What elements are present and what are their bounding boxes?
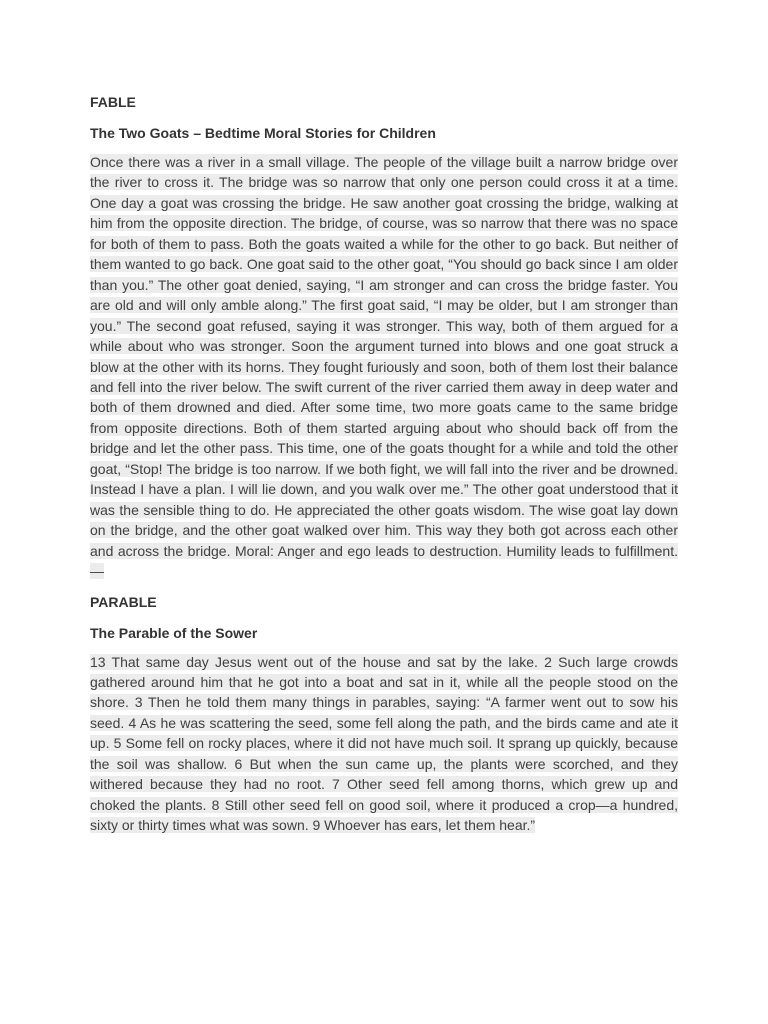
parable-paragraph — [90, 652, 678, 836]
section-title-two-goats: The Two Goats – Bedtime Moral Stories for Children — [90, 125, 436, 141]
section-label-parable: PARABLE — [90, 593, 157, 610]
section-label-fable: FABLE — [90, 94, 136, 110]
fable-paragraph — [90, 152, 678, 582]
document-page — [90, 92, 678, 846]
section-title-parable-of-sower: The Parable of the Sower — [90, 624, 258, 641]
parable-paragraph-text: 13 That same day Jesus went out of the house and sat by the lake. 2 Such large crowds gathered around him that he got into a boat and sat in it, while all the people stood on the shore. 3 Then he told them many things in parables, saying: “A farmer went out to sow his seed. 4 As he was scattering the seed, some fell along the path, and the birds came and ate it up. 5 Some fell on rocky places, where it did not have much soil. It sprang up quickly, because the soil was shallow. 6 But when the sun came up, the plants were scorched, and they withered because they had no root. 7 Other seed fell among thorns, which grew up and choked the plants. 8 Still other seed fell on good soil, where it produced a crop—a hundred, sixty or thirty times what was sown. 9 Whoever has ears, let them hear.” — [90, 653, 678, 834]
fable-paragraph-text: Once there was a river in a small village. The people of the village built a narrow bridge over the river to cross it. The bridge was so narrow that only one person could cross it at a time. One day a goat was crossing the bridge. He saw another goat crossing the bridge, walking at him from the opposite direction. The bridge, of course, was so narrow that there was no space for both of them to pass. Both the goats waited a while for the other to go back. But neither of them wanted to go back. One goat said to the other goat, “You should go back since I am older than you.” The other goat denied, saying, “I am stronger and can cross the bridge faster. You are old and will only amble along.” The first goat said, “I may be older, but I am stronger than you.” The second goat refused, saying it was stronger. This way, both of them argued for a while about who was stronger. Soon the argument turned into blows and one goat struck a blow at the other with its horns. They fought furiously and soon, both of them lost their balance and fell into the river below. The swift current of the river carried them away in deep water and both of them drowned and died. After some time, two more goats came to the same bridge from opposite directions. Both of them started arguing about who should back off from the bridge and let the other pass. This time, one of the goats thought for a while and told the other goat, “Stop! The bridge is too narrow. If we both fight, we will fall into the river and be drowned. Instead I have a plan. I will lie down, and you walk over me.” The other goat understood that it was the sensible thing to do. He appreciated the other goats wisdom. The wise goat lay down on the bridge, and the other goat walked over him. This way they both got across each other and across the bridge. Moral: Anger and ego leads to destruction. Humility leads to fulfillment. — — [90, 154, 678, 580]
